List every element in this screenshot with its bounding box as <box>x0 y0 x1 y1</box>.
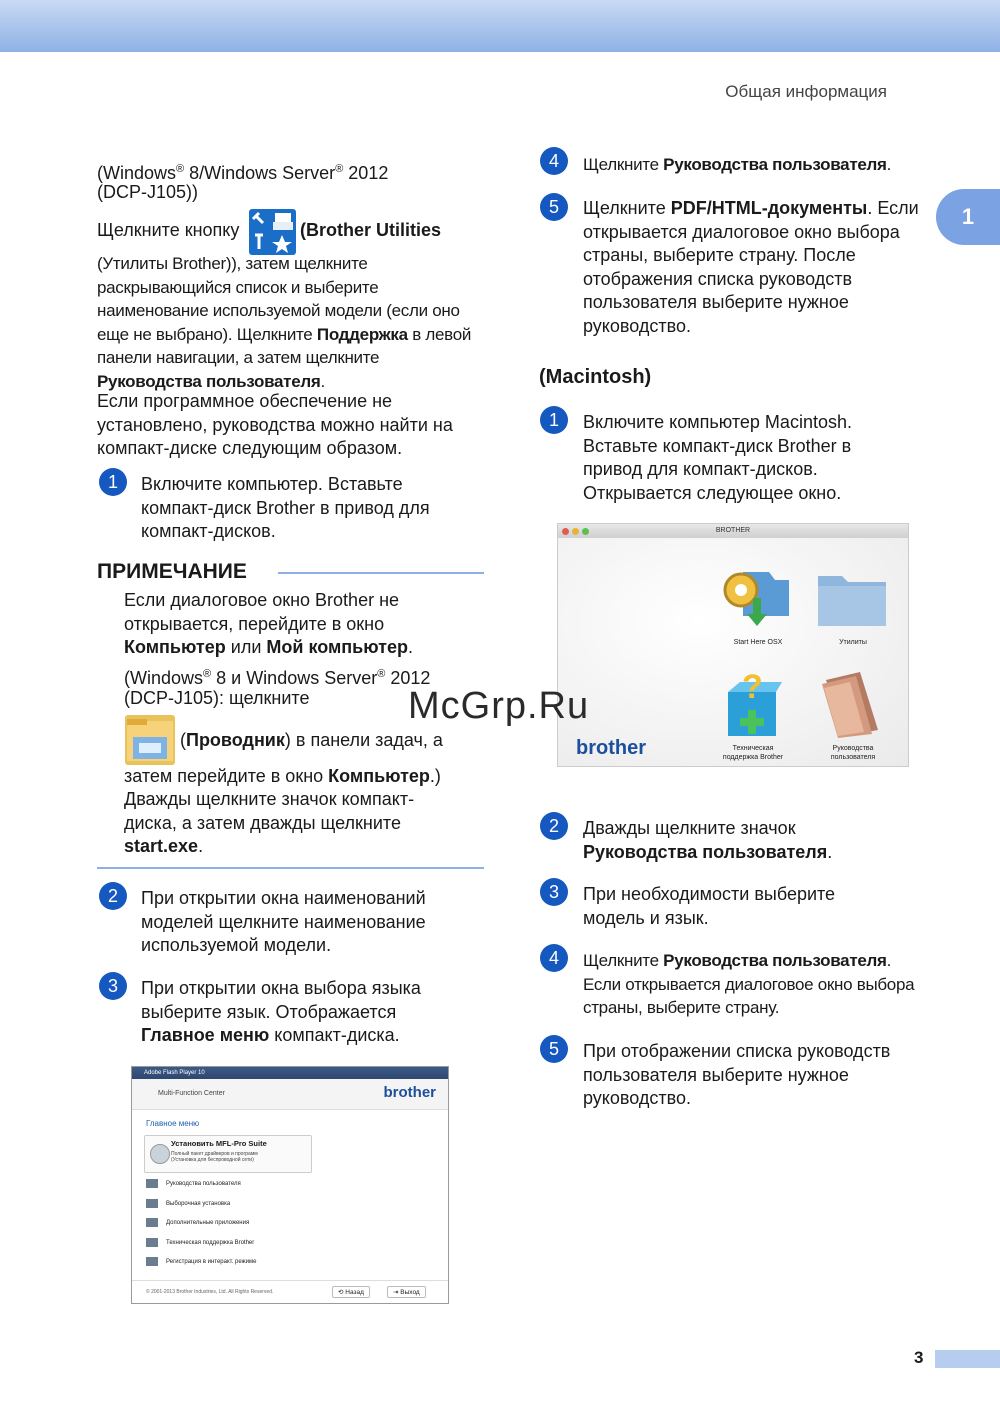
step-5-badge: 5 <box>540 193 568 221</box>
start-here-label: Start Here OSX <box>733 639 783 646</box>
top-banner <box>0 0 1000 52</box>
mac-step-4-text: Щелкните Руководства пользователя. Если открывается диалоговое окно выбора страны, выберите страну. <box>583 951 915 1017</box>
win8-line: (Windows® 8/Windows Server® 2012 <box>97 163 389 183</box>
mac-step-1-text: Включите компьютер Macintosh. Вставьте компакт-диск Brother в привод для компакт-дисков. Открывается следующее окно. <box>583 412 852 503</box>
install-subtitle: Полный пакет драйверов и программ (Установка для беспроводной сети) <box>171 1151 258 1163</box>
menu-item-additional-apps[interactable]: Дополнительные приложения <box>146 1218 249 1227</box>
step-4-badge: 4 <box>540 147 568 175</box>
utilities-label: Утилиты <box>839 639 867 646</box>
step-4-text: Щелкните Руководства пользователя. <box>583 155 892 174</box>
step-1-badge: 1 <box>99 468 127 496</box>
registration-icon <box>146 1257 158 1266</box>
note-text-1: Если диалоговое окно Brother не открывается, перейдите в окно Компьютер или Мой компьютер. <box>124 590 414 657</box>
book-icon <box>146 1179 158 1188</box>
no-software-paragraph: Если программное обеспечение не установлено, руководства можно найти на компакт-диске следующим образом. <box>97 391 453 458</box>
file-explorer-icon <box>125 715 175 765</box>
install-button[interactable] <box>144 1135 312 1173</box>
step-3-text: При открытии окна выбора языка выберите язык. Отображается Главное меню компакт-диска. <box>141 978 421 1045</box>
step-1-text: Включите компьютер. Вставьте компакт-диск Brother в привод для компакт-дисков. <box>141 474 430 541</box>
window-footer <box>132 1280 448 1303</box>
utilities-paragraph: (Утилиты Brother)), затем щелкните раскрывающийся список и выберите наименование используемой модели (если оно еще не выбрано). Щелкните Поддержка в левой панели навигации, а затем щелкните Руководства пользователя. <box>97 254 472 391</box>
note-rule <box>278 572 484 574</box>
install-title: Установить MFL-Pro Suite <box>171 1139 267 1148</box>
watermark: McGrp.Ru <box>408 685 590 727</box>
note-bottom-rule <box>97 867 484 869</box>
note-text-computer: затем перейдите в окно Компьютер.) <box>124 766 441 786</box>
mac-step-3-text: При необходимости выберите модель и язык. <box>583 884 836 928</box>
step-3-badge: 3 <box>99 972 127 1000</box>
chapter-tab: 1 <box>936 189 1000 245</box>
mac-step-4-badge: 4 <box>540 944 568 972</box>
user-guides-icon[interactable] <box>820 670 882 743</box>
mac-step-5-text: При отображении списка руководств пользователя выберите нужное руководство. <box>583 1041 891 1108</box>
mac-step-3-badge: 3 <box>540 878 568 906</box>
step-2-text: При открытии окна наименований моделей щелкните наименование используемой модели. <box>141 888 426 955</box>
step-5-text: Щелкните PDF/HTML-документы. Если открывается диалоговое окно выбора страны, выберите страну. После отображения списка руководств пользователя выберите нужное руководство. <box>583 198 919 336</box>
macintosh-heading: (Macintosh) <box>539 366 652 388</box>
window-title: Adobe Flash Player 10 <box>132 1067 448 1079</box>
page-number: 3 <box>914 1348 924 1367</box>
click-button-text: Щелкните кнопку <box>97 220 240 240</box>
gear-icon <box>146 1199 158 1208</box>
window-header <box>132 1079 448 1110</box>
mac-step-1-badge: 1 <box>540 406 568 434</box>
support-icon <box>146 1238 158 1247</box>
back-button[interactable]: ⟲ Назад <box>332 1286 370 1298</box>
close-icon[interactable] <box>562 528 569 535</box>
menu-item-registration[interactable]: Регистрация в интеракт. режиме <box>146 1257 257 1266</box>
start-here-icon[interactable] <box>723 564 793 635</box>
support-label: Техническая поддержка Brother <box>722 745 784 761</box>
mfc-label: Multi-Function Center <box>158 1090 225 1097</box>
section-header: Общая информация <box>725 82 887 101</box>
brother-utilities-icon <box>249 209 296 255</box>
brother-logo: brother <box>576 737 646 759</box>
note-text-win8: (Windows® 8 и Windows Server® 2012 <box>124 668 431 688</box>
brother-logo: brother <box>383 1084 436 1101</box>
svg-text:?: ? <box>742 668 763 706</box>
exit-button[interactable]: ⇥ Выход <box>387 1286 426 1298</box>
apps-icon <box>146 1218 158 1227</box>
menu-item-support[interactable]: Техническая поддержка Brother <box>146 1238 254 1247</box>
mac-brother-window-screenshot <box>557 523 909 767</box>
utilities-folder-icon[interactable] <box>816 568 888 633</box>
note-text-cd: Дважды щелкните значок компакт-диска, а затем дважды щелкните start.exe. <box>124 789 415 856</box>
menu-item-custom-install[interactable]: Выборочная установка <box>146 1199 230 1208</box>
user-guides-label: Руководства пользователя <box>830 745 876 761</box>
menu-item-user-guides[interactable]: Руководства пользователя <box>146 1179 241 1188</box>
mac-window-title: BROTHER <box>558 524 908 538</box>
note-title: ПРИМЕЧАНИЕ <box>97 560 247 583</box>
mac-step-2-text: Дважды щелкните значок Руководства пользователя. <box>583 818 833 862</box>
copyright: © 2001-2013 Brother Industries, Ltd. All Rights Reserved. <box>146 1289 274 1295</box>
mac-step-2-badge: 2 <box>540 812 568 840</box>
minimize-icon[interactable] <box>572 528 579 535</box>
brother-utilities-label: (Brother Utilities <box>300 220 442 240</box>
zoom-icon[interactable] <box>582 528 589 535</box>
note-text-explorer: (Проводник) в панели задач, а <box>180 730 443 750</box>
mac-step-5-badge: 5 <box>540 1035 568 1063</box>
windows-cd-menu-screenshot <box>131 1066 449 1304</box>
main-menu-heading: Главное меню <box>146 1119 200 1128</box>
step-2-badge: 2 <box>99 882 127 910</box>
page-number-bar <box>935 1350 1000 1368</box>
win8-model: (DCP-J105)) <box>97 182 199 202</box>
cd-icon <box>150 1144 170 1164</box>
note-text-model: (DCP-J105): щелкните <box>124 688 310 708</box>
support-box-icon[interactable] <box>722 668 782 743</box>
